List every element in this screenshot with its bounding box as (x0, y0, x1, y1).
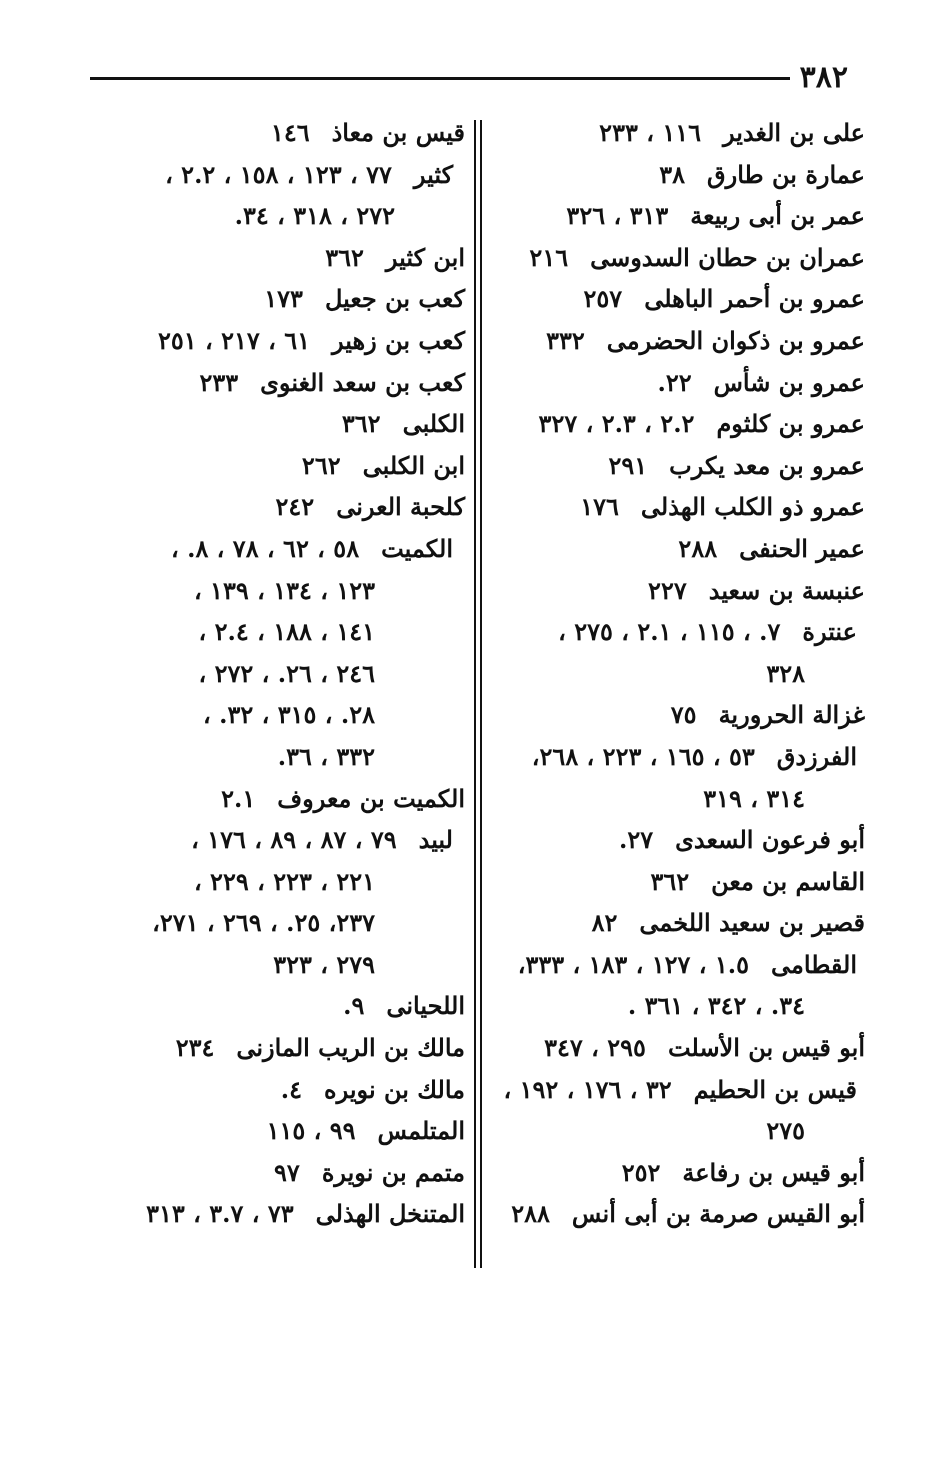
entry-pages: ٢٥٧ (583, 284, 623, 314)
entry-pages: ٢٩٥ ، ٣٤٧ (544, 1033, 646, 1063)
index-entry (85, 902, 465, 944)
entry-pages: ٣٦٢ (650, 866, 690, 896)
entry-name: الفرزدق (776, 741, 857, 771)
entry-name: كعب بن سعد الغنوى (260, 367, 465, 397)
index-entry (85, 944, 465, 986)
entry-pages: ٧٧ ، ١٢٣ ، ١٥٨ ، ٢.٢ ، (165, 159, 392, 189)
entry-pages: ٧. ، ١١٥ ، ٢.١ ، ٢٧٥ ، (558, 617, 781, 647)
entry-pages: ١٤٦ (270, 118, 310, 147)
index-entry (85, 195, 465, 237)
index-entry (85, 403, 465, 445)
index-entry (500, 1193, 865, 1235)
index-entry (85, 611, 465, 653)
index-entry (500, 570, 865, 612)
entry-pages: ٢٨. ، ٣١٥ ، ٣٢. ، (203, 700, 375, 730)
index-entry (500, 320, 865, 362)
entry-pages: ٢٨٨ (678, 533, 718, 563)
index-entry (85, 1069, 465, 1111)
entry-pages: ٢٩١ (608, 450, 648, 480)
entry-pages: ٢٦٢ (301, 450, 341, 480)
index-entry (85, 1110, 465, 1152)
entry-name: كعب بن جعيل (324, 284, 465, 314)
entry-name: عمرو بن كلثوم (716, 409, 865, 439)
header-rule (90, 77, 790, 80)
index-entry (85, 736, 465, 778)
index-entry (85, 1193, 465, 1235)
entry-name: عنبسة بن سعيد (708, 575, 865, 605)
index-entry (500, 403, 865, 445)
index-entry (500, 902, 865, 944)
entry-name: القطامى (771, 949, 857, 979)
entry-name: عمارة بن طارق (707, 159, 865, 189)
entry-pages: ٢٢٧ (648, 575, 687, 605)
entry-name: المتنخل الهذلى (315, 1199, 465, 1229)
entry-pages: ٣٢٨ (766, 658, 805, 688)
index-entry (85, 653, 465, 695)
index-entry (85, 112, 465, 154)
column-divider (474, 120, 476, 1268)
entry-pages: ٢٣٤ (175, 1033, 215, 1063)
index-entry (85, 445, 465, 487)
index-entry (500, 237, 865, 279)
index-entry (500, 944, 865, 986)
index-entry (85, 528, 465, 570)
entry-pages: ٩. (343, 991, 365, 1021)
entry-pages: ٣٢ ، ١٧٦ ، ١٩٢ ، (503, 1074, 672, 1104)
index-entry (85, 362, 465, 404)
index-entry (85, 1152, 465, 1194)
entry-pages: ٢٤٢ (275, 492, 315, 522)
entry-pages: ٣١٣ ، ٣٢٦ (566, 201, 669, 231)
index-entry (500, 611, 865, 653)
index-entry (500, 985, 865, 1027)
index-entry (500, 736, 865, 778)
index-entry (85, 819, 465, 861)
entry-name: غزالة الحرورية (718, 700, 865, 730)
entry-name: أبو قيس بن الأسلت (667, 1033, 865, 1063)
entry-pages: ٢٥٢ (621, 1157, 661, 1187)
entry-pages: ٢٧. (618, 825, 654, 855)
entry-name: أبو القيس صرمة بن أبى أنس (571, 1199, 865, 1229)
index-entry (85, 237, 465, 279)
entry-pages: ٢٧٥ (766, 1116, 805, 1146)
index-entry (500, 1152, 865, 1194)
entry-name: الكميت (381, 533, 453, 563)
entry-name: اللحيانى (386, 991, 465, 1021)
entry-pages: ٢٢. (657, 367, 692, 397)
index-entry (500, 362, 865, 404)
index-entry (85, 320, 465, 362)
entry-pages: ٩٧ (274, 1157, 300, 1187)
entry-pages: ٣١٤ ، ٣١٩ (703, 783, 805, 813)
entry-name: القاسم بن معن (711, 866, 865, 896)
entry-pages: ٥٣ ، ١٦٥ ، ٢٢٣ ، ٢٦٨، (531, 741, 755, 771)
index-entry (500, 1069, 865, 1111)
index-entry (500, 1110, 865, 1152)
entry-pages: ٧٩ ، ٨٧ ، ٨٩ ، ١٧٦ ، (191, 825, 397, 855)
entry-name: قيس بن معاذ (331, 118, 465, 147)
entry-pages: ١٧٦ (580, 492, 619, 522)
entry-name: قيس بن الحطيم (693, 1074, 857, 1104)
page-number: ٣٨٢ (799, 60, 848, 95)
entry-name: عمرو بن أحمر الباهلى (644, 284, 865, 314)
entry-name: عنترة (802, 617, 857, 647)
index-column-right (500, 112, 865, 1235)
entry-name: مالك بن نويره (324, 1074, 465, 1104)
entry-pages: ٩٩ ، ١١٥ (266, 1116, 356, 1146)
entry-pages: ٢٢١ ، ٢٢٣ ، ٢٢٩ ، (193, 866, 375, 896)
entry-name: المتلمس (377, 1116, 465, 1146)
index-entry (85, 154, 465, 196)
entry-name: عمرو ذو الكلب الهذلى (640, 492, 865, 522)
entry-pages: ٢٧٢ ، ٣١٨ ، ٣٤. (234, 201, 395, 231)
entry-pages: ٣٨ (659, 159, 686, 189)
entry-pages: ٨٢ (591, 908, 618, 938)
entry-name: كثير (413, 159, 453, 189)
entry-pages: ٣٣٢ ، ٣٦. (277, 741, 375, 771)
index-entry (85, 1027, 465, 1069)
index-entry (500, 694, 865, 736)
entry-pages: ٣٤. ، ٣٤٢ ، ٣٦١ . (627, 991, 805, 1021)
entry-pages: ٢٧٩ ، ٣٢٣ (273, 949, 375, 979)
index-entry (500, 778, 865, 820)
entry-name: كلحبة العرنى (336, 492, 465, 522)
entry-pages: ٢٣٣ (199, 367, 239, 397)
index-entry (85, 486, 465, 528)
index-entry (500, 528, 865, 570)
entry-name: كعب بن زهير (332, 325, 465, 355)
entry-pages: ٣٦٢ (341, 409, 381, 439)
index-entry (85, 985, 465, 1027)
entry-name: قصير بن سعيد اللخمى (639, 908, 865, 938)
entry-pages: ٢.١ (221, 783, 256, 813)
entry-name: عمرو بن شأس (713, 367, 865, 397)
entry-name: على بن الغدير (722, 118, 865, 147)
entry-pages: ٤. (280, 1074, 303, 1104)
entry-pages: ٢٨٨ (511, 1199, 550, 1229)
index-entry (500, 486, 865, 528)
entry-name: عمران بن حطان السدوسى (590, 242, 865, 272)
index-entry (500, 154, 865, 196)
column-divider (480, 120, 482, 1268)
index-entry (500, 653, 865, 695)
entry-name: عمرو بن معد يكرب (669, 450, 865, 480)
index-entry (85, 694, 465, 736)
entry-name: أبو قيس بن رفاعة (682, 1157, 865, 1187)
entry-pages: ٣٣٢ (546, 325, 585, 355)
entry-pages: ٧٣ ، ٣.٧ ، ٣١٣ (146, 1199, 294, 1229)
entry-name: لبيد (418, 825, 453, 855)
entry-pages: ٢١٦ (529, 242, 569, 272)
index-entry (500, 819, 865, 861)
entry-pages: ١٤١ ، ١٨٨ ، ٢.٤ ، (198, 617, 375, 647)
entry-pages: ٦١ ، ٢١٧ ، ٢٥١ (157, 325, 311, 355)
entry-pages: ٥٨ ، ٦٢ ، ٧٨ ، ٨. ، (170, 533, 360, 563)
entry-pages: ٢٣٧، ٢٥. ، ٢٦٩ ، ٢٧١، (152, 908, 375, 938)
index-entry (500, 861, 865, 903)
entry-name: عمير الحنفى (739, 533, 865, 563)
entry-name: عمرو بن ذكوان الحضرمى (606, 325, 865, 355)
index-column-left (85, 112, 465, 1235)
entry-name: متمم بن نويرة (321, 1157, 465, 1187)
entry-name: أبو فرعون السعدى (675, 825, 865, 855)
index-entry (500, 1027, 865, 1069)
index-entry (500, 278, 865, 320)
index-entry (85, 861, 465, 903)
index-entry (85, 778, 465, 820)
entry-pages: ٧٥ (670, 700, 697, 730)
entry-pages: ١٧٣ (264, 284, 303, 314)
entry-pages: ١١٦ ، ٢٣٣ (599, 118, 701, 147)
index-entry (500, 112, 865, 154)
index-entry (85, 570, 465, 612)
index-entry (85, 278, 465, 320)
entry-pages: ١٢٣ ، ١٣٤ ، ١٣٩ ، (193, 575, 375, 605)
entry-pages: ٢٤٦ ، ٢٦. ، ٢٧٢ ، (198, 658, 375, 688)
entry-name: ابن الكلبى (362, 450, 465, 480)
entry-name: الكلبى (402, 409, 465, 439)
index-entry (500, 445, 865, 487)
index-entry (500, 195, 865, 237)
entry-name: مالك بن الريب المازنى (236, 1033, 465, 1063)
entry-name: عمر بن أبى ربيعة (690, 201, 865, 231)
entry-name: ابن كثير (385, 242, 465, 272)
entry-pages: ٢.٢ ، ٢.٣ ، ٣٢٧ (538, 409, 695, 439)
entry-pages: ١.٥ ، ١٢٧ ، ١٨٣ ، ٣٣٣، (517, 949, 750, 979)
entry-pages: ٣٦٢ (325, 242, 364, 272)
entry-name: الكميت بن معروف (277, 783, 465, 813)
